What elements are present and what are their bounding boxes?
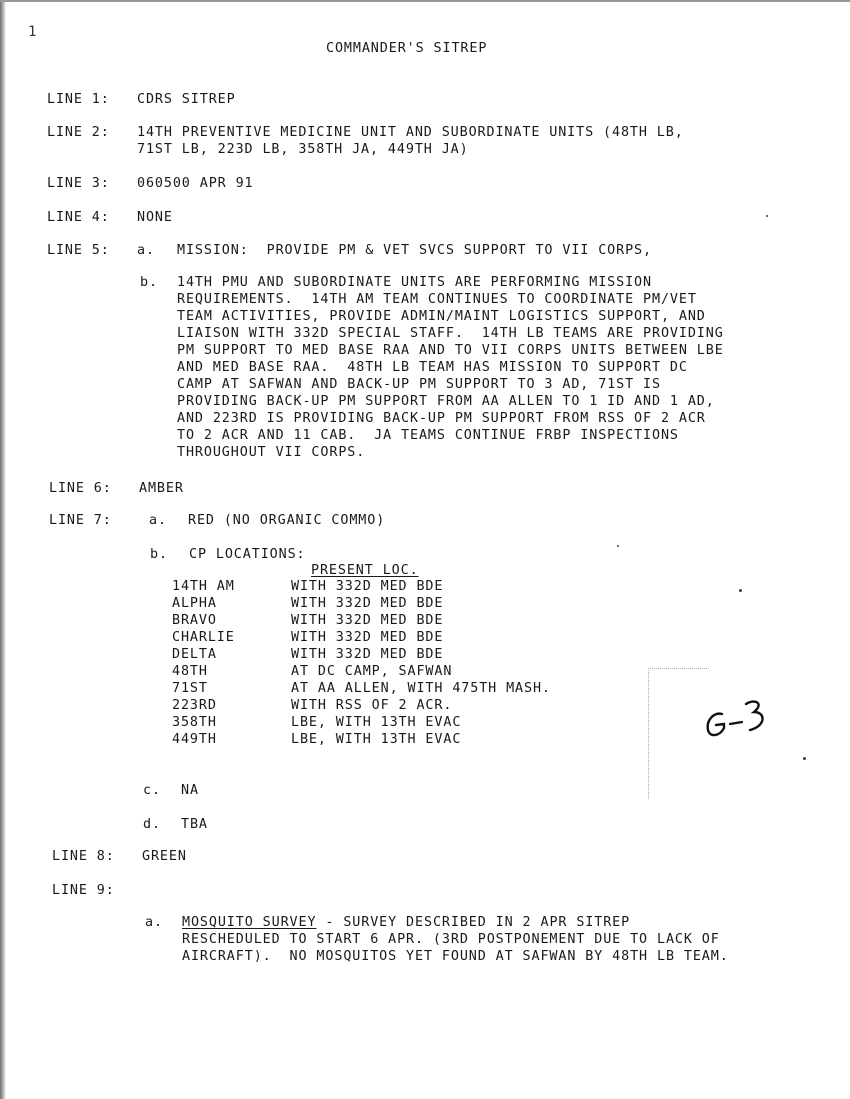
line-7-d-text: TBA bbox=[181, 817, 208, 832]
line-1-text: CDRS SITREP bbox=[137, 92, 236, 107]
line-5-label: LINE 5: bbox=[47, 243, 110, 258]
scan-left-edge bbox=[0, 0, 6, 1099]
cp-unit: DELTA bbox=[172, 647, 217, 662]
line-5-b-marker: b. bbox=[140, 275, 158, 290]
line-9-label: LINE 9: bbox=[52, 883, 115, 898]
cp-location: WITH 332D MED BDE bbox=[291, 647, 444, 662]
line-4-label: LINE 4: bbox=[47, 210, 110, 225]
cp-location: WITH 332D MED BDE bbox=[291, 596, 444, 611]
line-9-a-line: RESCHEDULED TO START 6 APR. (3RD POSTPONEMENT DUE TO LACK OF bbox=[182, 932, 720, 947]
cp-unit: 358TH bbox=[172, 715, 217, 730]
cp-location: AT AA ALLEN, WITH 475TH MASH. bbox=[291, 681, 551, 696]
mosquito-survey-heading: MOSQUITO SURVEY bbox=[182, 915, 317, 930]
line-7-c-text: NA bbox=[181, 783, 199, 798]
line-9-a-marker: a. bbox=[145, 915, 163, 930]
line-5-a-text: MISSION: PROVIDE PM & VET SVCS SUPPORT TO VII CORPS, bbox=[177, 243, 652, 258]
corner-mark: 1 bbox=[28, 24, 37, 40]
line-5-b-line: CAMP AT SAFWAN AND BACK-UP PM SUPPORT TO 3 AD, 71ST IS bbox=[177, 377, 661, 392]
line-7-a-text: RED (NO ORGANIC COMMO) bbox=[188, 513, 386, 528]
cp-unit: 14TH AM bbox=[172, 579, 235, 594]
line-8-label: LINE 8: bbox=[52, 849, 115, 864]
cp-unit: BRAVO bbox=[172, 613, 217, 628]
line-2-label: LINE 2: bbox=[47, 125, 110, 140]
line-5-b-line: PROVIDING BACK-UP PM SUPPORT FROM AA ALLEN TO 1 ID AND 1 AD, bbox=[177, 394, 715, 409]
cp-unit: 223RD bbox=[172, 698, 217, 713]
line-9-a-line: AIRCRAFT). NO MOSQUITOS YET FOUND AT SAFWAN BY 48TH LB TEAM. bbox=[182, 949, 729, 964]
line-6-text: AMBER bbox=[139, 481, 184, 496]
line-4-text: NONE bbox=[137, 210, 173, 225]
handwritten-mark bbox=[700, 694, 770, 744]
cp-unit: CHARLIE bbox=[172, 630, 235, 645]
line-5-b-line: THROUGHOUT VII CORPS. bbox=[177, 445, 366, 460]
line-2-text: 14TH PREVENTIVE MEDICINE UNIT AND SUBORDINATE UNITS (48TH LB, bbox=[137, 125, 684, 140]
scan-speck bbox=[766, 215, 768, 217]
scan-speck bbox=[803, 757, 806, 760]
cp-location: WITH 332D MED BDE bbox=[291, 630, 444, 645]
cp-unit: ALPHA bbox=[172, 596, 217, 611]
cp-unit: 449TH bbox=[172, 732, 217, 747]
page-title: COMMANDER'S SITREP bbox=[326, 41, 488, 56]
line-7-b-text: CP LOCATIONS: bbox=[189, 547, 306, 562]
line-6-label: LINE 6: bbox=[49, 481, 112, 496]
line-7-label: LINE 7: bbox=[49, 513, 112, 528]
cp-location: WITH 332D MED BDE bbox=[291, 613, 444, 628]
line-9-a-text: - SURVEY DESCRIBED IN 2 APR SITREP bbox=[316, 915, 631, 930]
cp-location: AT DC CAMP, SAFWAN bbox=[291, 664, 453, 679]
cp-location: LBE, WITH 13TH EVAC bbox=[291, 732, 462, 747]
line-2-text-cont: 71ST LB, 223D LB, 358TH JA, 449TH JA) bbox=[137, 142, 469, 157]
line-5-b-line: TEAM ACTIVITIES, PROVIDE ADMIN/MAINT LOGISTICS SUPPORT, AND bbox=[177, 309, 706, 324]
line-9-a-title-line bbox=[182, 914, 630, 931]
line-7-b-marker: b. bbox=[150, 547, 168, 562]
cp-table-header: PRESENT LOC. bbox=[311, 563, 419, 578]
cp-location: WITH 332D MED BDE bbox=[291, 579, 444, 594]
scan-speck bbox=[617, 545, 619, 547]
line-7-c-marker: c. bbox=[143, 783, 161, 798]
cp-location: LBE, WITH 13TH EVAC bbox=[291, 715, 462, 730]
line-8-text: GREEN bbox=[142, 849, 187, 864]
line-5-b-line: AND 223RD IS PROVIDING BACK-UP PM SUPPORT FROM RSS OF 2 ACR bbox=[177, 411, 706, 426]
line-5-b-line: REQUIREMENTS. 14TH AM TEAM CONTINUES TO COORDINATE PM/VET bbox=[177, 292, 697, 307]
line-7-a-marker: a. bbox=[149, 513, 167, 528]
cp-unit: 71ST bbox=[172, 681, 208, 696]
cp-location: WITH RSS OF 2 ACR. bbox=[291, 698, 453, 713]
line-5-b-line: AND MED BASE RAA. 48TH LB TEAM HAS MISSION TO SUPPORT DC bbox=[177, 360, 688, 375]
line-5-a-marker: a. bbox=[137, 243, 155, 258]
line-7-d-marker: d. bbox=[143, 817, 161, 832]
line-3-label: LINE 3: bbox=[47, 176, 110, 191]
line-5-b-line: PM SUPPORT TO MED BASE RAA AND TO VII CORPS UNITS BETWEEN LBE bbox=[177, 343, 724, 358]
line-5-b-line: LIAISON WITH 332D SPECIAL STAFF. 14TH LB TEAMS ARE PROVIDING bbox=[177, 326, 724, 341]
scan-top-edge bbox=[0, 0, 850, 2]
line-5-b-line: TO 2 ACR AND 11 CAB. JA TEAMS CONTINUE FRBP INSPECTIONS bbox=[177, 428, 679, 443]
line-3-text: 060500 APR 91 bbox=[137, 176, 254, 191]
line-5-b-line: 14TH PMU AND SUBORDINATE UNITS ARE PERFORMING MISSION bbox=[177, 275, 652, 290]
scan-speck bbox=[739, 589, 742, 592]
cp-unit: 48TH bbox=[172, 664, 208, 679]
line-1-label: LINE 1: bbox=[47, 92, 110, 107]
